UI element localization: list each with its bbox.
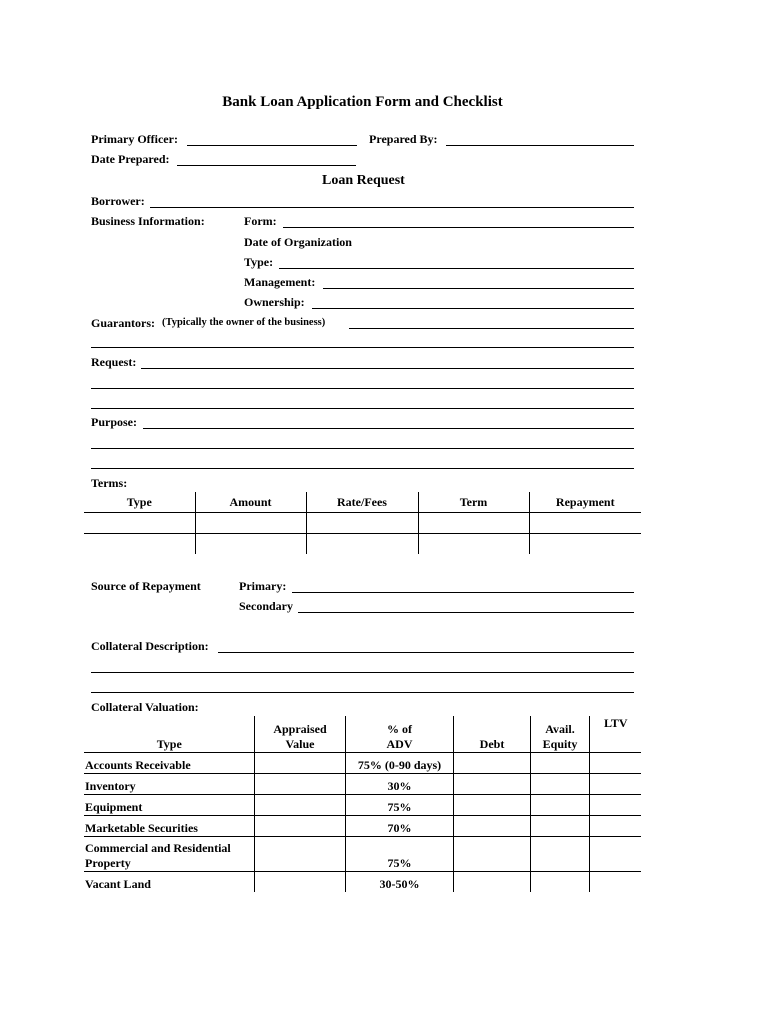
table-row (84, 534, 641, 555)
collateral-description-label: Collateral Description: (91, 639, 209, 653)
secondary-repayment-field[interactable] (298, 612, 634, 613)
form-field[interactable] (283, 227, 634, 228)
primary-officer-label: Primary Officer: (91, 132, 178, 146)
loan-request-heading: Loan Request (322, 173, 405, 188)
management-field[interactable] (323, 288, 634, 289)
appraised-value-cell[interactable] (254, 774, 345, 795)
appraised-value-cell[interactable] (254, 795, 345, 816)
debt-cell[interactable] (453, 837, 530, 872)
terms-cell[interactable] (529, 513, 641, 534)
terms-cell[interactable] (306, 513, 418, 534)
terms-cell[interactable] (84, 534, 195, 555)
avail-equity-cell[interactable] (530, 816, 589, 837)
terms-col-amount: Amount (195, 492, 306, 513)
pct-line-1: % of (387, 722, 412, 736)
avail-equity-cell[interactable] (530, 753, 589, 774)
guarantors-label: Guarantors: (91, 316, 155, 330)
collateral-col-appraised-value (254, 716, 345, 753)
terms-cell[interactable] (306, 534, 418, 555)
form-label: Form: (244, 214, 277, 228)
debt-cell[interactable] (453, 872, 530, 893)
business-type-field[interactable] (279, 268, 634, 269)
prepared-by-label: Prepared By: (369, 132, 438, 146)
collateral-valuation-label: Collateral Valuation: (91, 700, 199, 714)
appraised-value-cell[interactable] (254, 872, 345, 893)
terms-cell[interactable] (84, 513, 195, 534)
ltv-cell[interactable] (589, 753, 641, 774)
table-row (84, 872, 641, 893)
appraised-value-cell[interactable] (254, 753, 345, 774)
collateral-col-avail-equity (530, 716, 589, 753)
purpose-field-line[interactable] (91, 468, 634, 469)
table-row (84, 837, 641, 872)
table-row (84, 774, 641, 795)
source-of-repayment-label: Source of Repayment (91, 579, 201, 593)
table-row (84, 513, 641, 534)
adv-cell: 30-50% (345, 872, 453, 893)
secondary-repayment-label: Secondary (239, 599, 293, 613)
ltv-cell[interactable] (589, 795, 641, 816)
ownership-label: Ownership: (244, 295, 305, 309)
collateral-col-pct-adv (345, 716, 453, 753)
debt-cell[interactable] (453, 795, 530, 816)
terms-cell[interactable] (529, 534, 641, 555)
terms-cell[interactable] (418, 534, 529, 555)
terms-col-type: Type (84, 492, 195, 513)
collateral-type-cell: Vacant Land (85, 877, 151, 891)
purpose-field-line[interactable] (91, 448, 634, 449)
management-label: Management: (244, 275, 316, 289)
terms-cell[interactable] (418, 513, 529, 534)
primary-officer-field[interactable] (187, 145, 357, 146)
purpose-label: Purpose: (91, 415, 137, 429)
collateral-type-cell: Marketable Securities (84, 816, 254, 837)
adv-cell: 70% (345, 816, 453, 837)
avail-line-2: Equity (542, 737, 578, 751)
collateral-type-line-1: Commercial and Residential (85, 841, 231, 855)
debt-cell[interactable] (453, 753, 530, 774)
collateral-description-field[interactable] (218, 652, 634, 653)
appraised-line-1: Appraised (273, 722, 327, 736)
guarantors-field-line[interactable] (91, 347, 634, 348)
terms-label: Terms: (91, 476, 128, 490)
ltv-cell[interactable] (589, 872, 641, 893)
ltv-cell[interactable] (589, 816, 641, 837)
prepared-by-field[interactable] (446, 145, 634, 146)
adv-cell: 75% (345, 837, 453, 872)
avail-equity-cell[interactable] (530, 795, 589, 816)
collateral-type-cell (84, 837, 254, 872)
pct-line-2: ADV (386, 737, 413, 751)
table-row (84, 795, 641, 816)
adv-cell: 75% (345, 795, 453, 816)
table-row (84, 753, 641, 774)
debt-cell[interactable] (453, 816, 530, 837)
form-title: Bank Loan Application Form and Checklist (222, 94, 503, 110)
request-field-line[interactable] (91, 408, 634, 409)
collateral-description-field-line[interactable] (91, 692, 634, 693)
date-prepared-label: Date Prepared: (91, 152, 170, 166)
terms-col-repayment: Repayment (529, 492, 641, 513)
adv-cell: 30% (345, 774, 453, 795)
request-field[interactable] (141, 368, 634, 369)
collateral-type-cell: Accounts Receivable (84, 753, 254, 774)
purpose-field[interactable] (143, 428, 634, 429)
primary-repayment-field[interactable] (292, 592, 634, 593)
borrower-field[interactable] (150, 207, 634, 208)
avail-equity-cell[interactable] (530, 872, 589, 893)
business-information-label: Business Information: (91, 214, 205, 228)
appraised-line-2: Value (285, 737, 315, 751)
ltv-cell[interactable] (589, 837, 641, 872)
date-of-organization-label: Date of Organization (244, 235, 352, 249)
collateral-type-cell: Equipment (84, 795, 254, 816)
avail-equity-cell[interactable] (530, 774, 589, 795)
collateral-col-type: Type (84, 716, 254, 753)
request-field-line[interactable] (91, 388, 634, 389)
appraised-value-cell[interactable] (254, 837, 345, 872)
ltv-cell[interactable] (589, 774, 641, 795)
ownership-field[interactable] (312, 308, 634, 309)
debt-cell[interactable] (453, 774, 530, 795)
date-prepared-field[interactable] (177, 165, 356, 166)
terms-table (84, 492, 641, 554)
terms-col-rate-fees: Rate/Fees (306, 492, 418, 513)
terms-cell[interactable] (195, 534, 306, 555)
table-row (84, 816, 641, 837)
collateral-description-field-line[interactable] (91, 672, 634, 673)
avail-equity-cell[interactable] (530, 837, 589, 872)
guarantors-field[interactable] (349, 328, 634, 329)
terms-cell[interactable] (195, 513, 306, 534)
collateral-valuation-table (84, 716, 641, 892)
guarantors-note: (Typically the owner of the business) (162, 317, 326, 328)
collateral-type-line-2: Property (85, 856, 131, 870)
adv-cell: 75% (0-90 days) (345, 753, 453, 774)
terms-col-term: Term (418, 492, 529, 513)
appraised-value-cell[interactable] (254, 816, 345, 837)
collateral-header-row (84, 716, 641, 753)
collateral-type-cell: Inventory (84, 774, 254, 795)
collateral-col-debt: Debt (453, 716, 530, 753)
primary-repayment-label: Primary: (239, 579, 287, 593)
borrower-label: Borrower: (91, 194, 145, 208)
avail-line-1: Avail. (545, 722, 575, 736)
business-type-label: Type: (244, 255, 274, 269)
collateral-col-ltv: LTV (589, 716, 641, 753)
terms-header-row (84, 492, 641, 513)
request-label: Request: (91, 355, 137, 369)
